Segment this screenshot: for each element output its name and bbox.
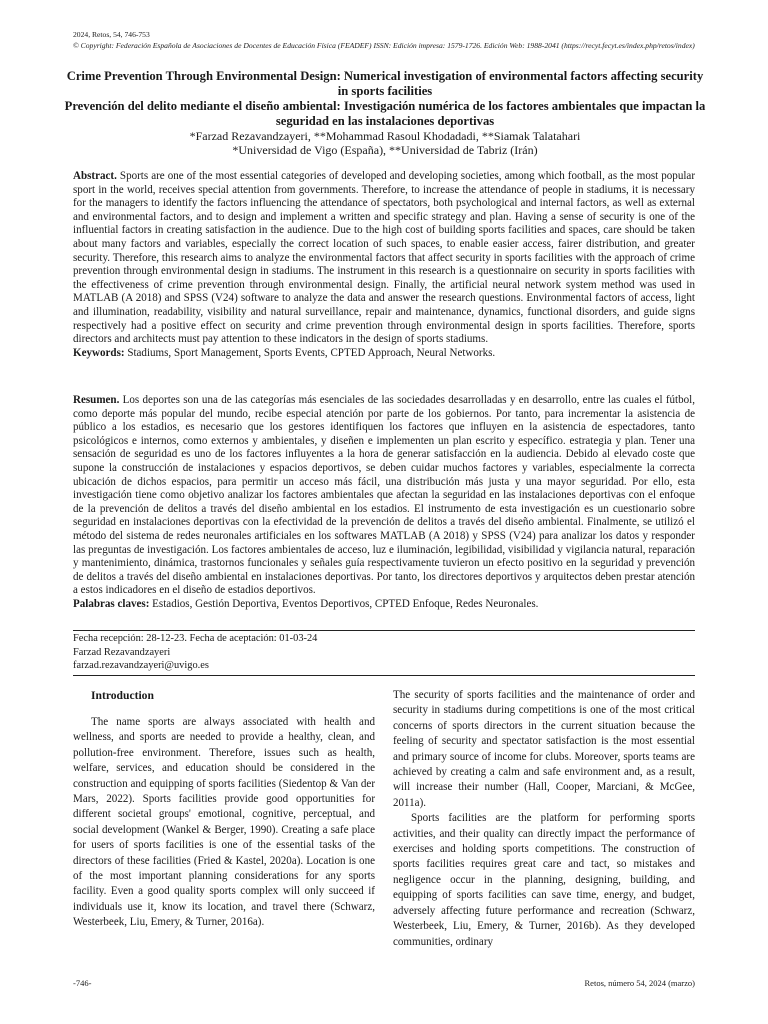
body-column-right <box>393 688 695 950</box>
resumen-paragraph <box>73 394 695 598</box>
title-english: Crime Prevention Through Environmental Design: Numerical investigation of environmental factors affecting security in sports facilities <box>66 69 704 98</box>
corresponding-email[interactable]: farzad.rezavandzayeri@uvigo.es <box>73 660 209 671</box>
resumen-label: Resumen. <box>73 394 120 406</box>
journal-issue-line: 2024, Retos, 54, 746-753 <box>73 30 150 39</box>
abstract-paragraph <box>73 170 695 347</box>
divider-bottom <box>73 675 695 676</box>
resumen-text: Los deportes son una de las categorías más esenciales de las sociedades desarrolladas y en desarrollo, entre las cuales el fútbol, como deporte más popular del mundo, recibe especial atención por parte de los gobiernos. Por tanto, para incrementar la asistencia de público a los estadios, es necesario que los gestores identifiquen los factores que influyen en la asistencia de espectadores, tanto psicológicos e internos, como externos y ambientales, y diseñen e implementen un plan escrito y específico. estrategia y plan. Tener una sensación de seguridad es uno de los factores influyentes a la hora de generar satisfacción en la audiencia. Debido al elevado coste que supone la construcción de instalaciones y espacios deportivos, se deben cuidar muchos factores y variables, especialmente la correcta ubicación de dichos espacios, para permitir un acceso más fácil, una distribución más justa y una mayor seguridad. Por ello, esta investigación tiene como objetivo analizar los factores ambientales que afectan la seguridad en las instalaciones deportivas con el enfoque de la prevención de delitos a través del diseño ambiental en los estadios. El instrumento de esta investigación es un cuestionario sobre seguridad en instalaciones deportivas con la efectividad de la prevención de delitos a través del diseño ambiental. Finalmente, se utilizó el método del sistema de redes neuronales artificiales en los softwares MATLAB (A 2018) y SPSS (V24) para analizar los datos y responder las preguntas de investigación. Los factores ambientales de acceso, luz e iluminación, legibilidad, visibilidad y vigilancia natural, reparación y mantenimiento, dinámica, trastornos funcionales y señales guía respectivamente tuvieron un efecto positivo en la seguridad y prevención de delitos a través del diseño ambiental en instalaciones deportivas. Por tanto, los directores deportivos y arquitectos deben prestar atención a estos indicadores en el diseño de estadios deportivos. <box>73 394 695 597</box>
corresponding-author: Farzad Rezavandzayeri <box>73 646 171 658</box>
copyright-line: © Copyright: Federación Española de Asociaciones de Docentes de Educación Física (FEADEF) ISSN: Edición impresa: 1579-1726. Edición Web: 1988-2041 (https://recyt.fecyt.es/index.php/retos/index) <box>73 41 695 50</box>
resumen-section <box>73 394 695 612</box>
keywords-line <box>73 347 695 361</box>
divider-top <box>73 630 695 631</box>
title-spanish: Prevención del delito mediante el diseño ambiental: Investigación numérica de los factores ambientales que impactan la seguridad en las instalaciones deportivas <box>64 99 706 128</box>
body-paragraph: The name sports are always associated with health and wellness, and sports are needed to provide a healthy, clean, and pollution-free environment. Therefore, issues such as health, welfare, services, and education should be considered in the construction and equipping of sports facilities (Siedentop & Van der Mars, 2022). Sports facilities provide good opportunities for different societal groups' emotional, cognitive, perceptual, and social development (Wankel & Berger, 1990). Creating a safe place for users of sports facilities is one of the essential tasks of the directors of these facilities (Fried & Kastel, 2020a). Location is one of the most important planning considerations for any sports facility. Even a good quality sports complex will only succeed if individuals use it, know its location, and travel there (Schwarz, Westerbeek, Liu, Emery, & Turner, 2016a). <box>73 716 375 929</box>
author-names: *Farzad Rezavandzayeri, **Mohammad Rasoul Khodadadi, **Siamak Talatahari <box>189 129 581 143</box>
body-paragraph: Sports facilities are the platform for performing sports activities, and their quality can directly impact the performance of exercises and holding sports competitions. The construction of sports facilities requires great care and tact, so mistakes and negligence occur in the planning, designing, building, and equipping of sports facilities can save time, energy, and budget, adversely affecting future performance and recreation (Schwarz, Westerbeek, Liu, Emery, & Turner, 2016b). As they developed communities, ordinary <box>393 812 695 948</box>
abstract-section <box>73 170 695 360</box>
page-number: -746- <box>73 978 92 988</box>
abstract-text: Sports are one of the most essential categories of developed and developing societies, among which football, as the most popular sport in the world, receives special attention from governments. Therefore, to increase the attendance of people in stadiums, it is necessary for the managers to identify the factors influencing the attendance of spectators, both psychological and internal factors, as well as external and environmental factors, and to design and implement a written and specific strategy and plan. Having a sense of security is one of the influential factors in creating satisfaction in the audience. Due to the high cost of building sports facilities and spaces, care should be taken about many factors and variables, especially the correct location of such spaces, to enable easier access, fairer distribution, and greater security. Therefore, this research aims to analyze the environmental factors that affect security in sports facilities with the approach of crime prevention through environmental design in stadiums. The instrument in this research is a questionnaire on security in sports facilities with the effectiveness of crime prevention through environmental design. Finally, the artificial neural network system method was used in MATLAB (A 2018) and SPSS (V24) software to analyze the data and answer the research questions. Environmental factors of access, light and illumination, readability, visibility and natural surveillance, repair and maintenance, dynamics, functional disorders, and guide signs respectively had a positive effect on security and crime prevention through environmental design in sports facilities. Therefore, sports directors and architects must pay attention to these indicators in the design of sports stadiums. <box>73 170 695 346</box>
submission-dates: Fecha recepción: 28-12-23. Fecha de aceptación: 01-03-24 <box>73 633 318 644</box>
keywords-text: Stadiums, Sport Management, Sports Events, CPTED Approach, Neural Networks. <box>127 346 496 359</box>
title-block <box>60 69 710 129</box>
journal-footer: Retos, número 54, 2024 (marzo) <box>584 978 695 988</box>
palabras-claves-line <box>73 598 695 612</box>
section-heading-introduction: Introduction <box>91 689 154 702</box>
author-affiliations: *Universidad de Vigo (España), **Universidad de Tabriz (Irán) <box>232 143 538 157</box>
abstract-label: Abstract. <box>73 170 117 182</box>
palabras-claves-label: Palabras claves: <box>73 597 150 610</box>
palabras-claves-text: Estadios, Gestión Deportiva, Eventos Deportivos, CPTED Enfoque, Redes Neuronales. <box>152 597 539 610</box>
keywords-label: Keywords: <box>73 346 125 359</box>
body-paragraph: The security of sports facilities and the maintenance of order and security in stadiums during competitions is one of the most critical concerns of sports directors in the current situation because the feeling of security and spectator satisfaction is the most essential and primary source of income for clubs. Moreover, sports teams are achieved by creating a calm and safe environment and, as a result, will increase their number (Hall, Cooper, Marciani, & McGee, 2011a). <box>393 689 695 809</box>
author-block <box>60 129 710 157</box>
submission-meta <box>73 632 317 673</box>
body-column-left <box>73 688 375 931</box>
